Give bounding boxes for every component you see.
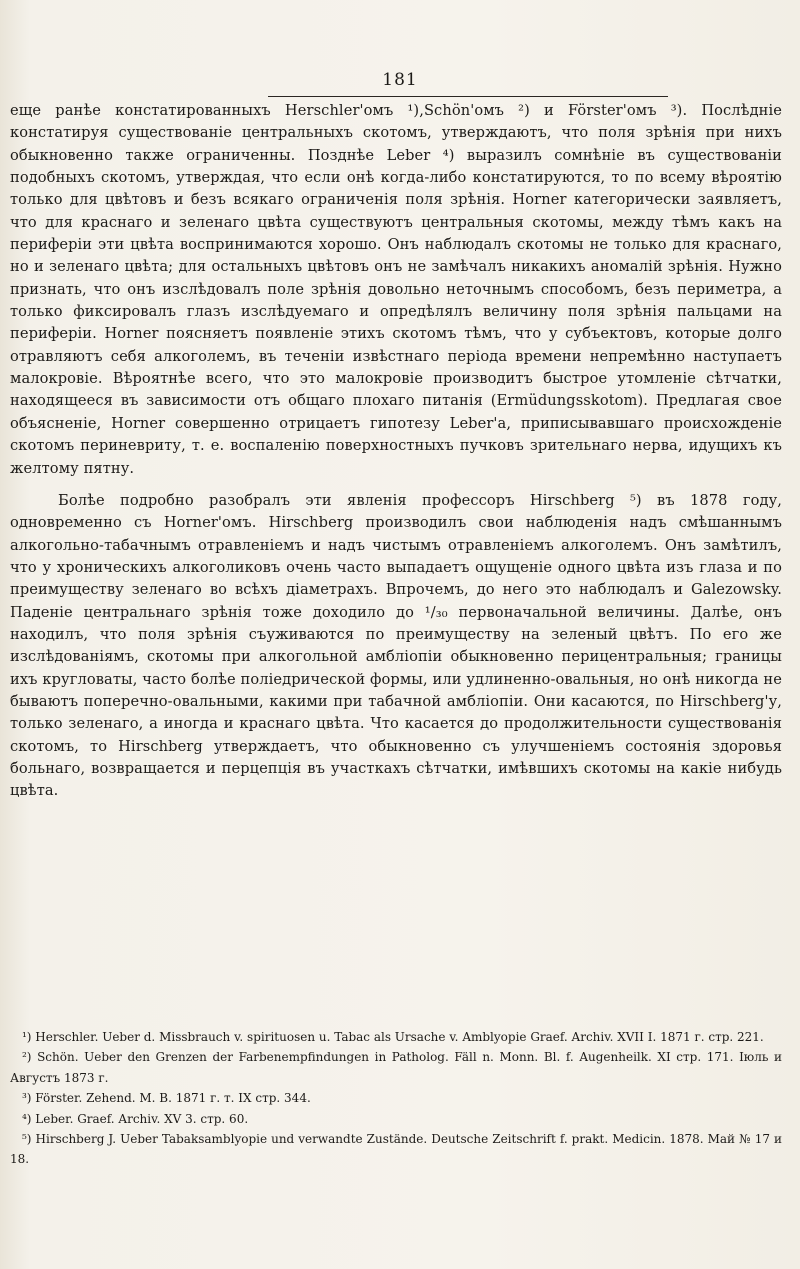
header-rule: [268, 96, 668, 97]
paragraph-1: еще ранѣе констатированныхъ Herschler'омъ ¹),Schön'омъ ²) и Förster'омъ ³). Послѣдніе констатируя существованіе центральныхъ скотомъ, утверждаютъ, что поля зрѣнія при нихъ обыкновенно также ограниченны. Позднѣе Leber ⁴) выразилъ сомнѣніе въ существованіи подобныхъ скотомъ, утверждая, что если онѣ когда-либо констатируются, то по всему вѣроятію только для цвѣтовъ и безъ всякаго ограниченія поля зрѣнія. Horner категорически заявляетъ, что для краснаго и зеленаго цвѣта существуютъ центральныя скотомы, между тѣмъ какъ на периферіи эти цвѣта воспринимаются хорошо. Онъ наблюдалъ скотомы не только для краснаго, но и зеленаго цвѣта; для остальныхъ цвѣтовъ онъ не замѣчалъ никакихъ аномалій зрѣнія. Нужно признать, что онъ изслѣдовалъ поле зрѣнія довольно неточнымъ способомъ, безъ периметра, а только фиксировалъ глазъ изслѣдуемаго и опредѣлялъ величину поля зрѣнія пальцами на периферіи. Horner поясняетъ появленіе этихъ скотомъ тѣмъ, что у субъектовъ, которые долго отравляютъ себя алкоголемъ, въ теченіи извѣстнаго періода времени непремѣнно наступаетъ малокровіе. Вѣроятнѣе всего, что это малокровіе производитъ быстрое утомленіе сѣтчатки, находящееся въ зависимости отъ общаго плохаго питанія (Ermüdungsskotom). Предлагая свое объясненіе, Horner совершенно отрицаетъ гипотезу Leber'а, приписывавшаго происхожденіе скотомъ периневриту, т. е. воспаленію поверхностныхъ пучковъ зрительнаго нерва, идущихъ къ желтому пятну.: [10, 102, 782, 477]
paragraph-2: Болѣе подробно разобралъ эти явленія профессоръ Hirschberg ⁵) въ 1878 году, одновременно съ Horner'омъ. Hirschberg производилъ свои наблюденія надъ смѣшаннымъ алкогольно-табачнымъ отравленіемъ и надъ чистымъ отравленіемъ алкоголемъ. Онъ замѣтилъ, что у хроническихъ алкоголиковъ очень часто выпадаетъ ощущеніе одного цвѣта изъ глаза и по преимуществу зеленаго во всѣхъ діаметрахъ. Впрочемъ, до него это наблюдалъ и Galezowsky. Паденіе центральнаго зрѣнія тоже доходило до ¹/₃₀ первоначальной величины. Далѣе, онъ находилъ, что поля зрѣнія съуживаются по преимуществу на зеленый цвѣтъ. По его же изслѣдованіямъ, скотомы при алкогольной амбліопіи обыкновенно перицентральныя; границы ихъ кругловаты, часто болѣе поліедрической формы, или удлиненно-овальныя, но онѣ никогда не бываютъ поперечно-овальными, какими при табачной амбліопіи. Они касаются, по Hirschberg'у, только зеленаго, а иногда и краснаго цвѣта. Что касается до продолжительности существованія скотомъ, то Hirschberg утверждаетъ, что обыкновенно съ улучшеніемъ состоянія здоровья больнаго, возвращается и перцепція въ участкахъ сѣтчатки, имѣвшихъ скотомы на какіе нибудь цвѣта.: [10, 491, 782, 800]
footnote-5: ⁵) Hirschberg J. Ueber Tabaksamblyopie und verwandte Zustände. Deutsche Zeitschrift f. prakt. Medicin. 1878. Май № 17 и 18.: [10, 1132, 782, 1167]
footnote-1: ¹) Herschler. Ueber d. Missbrauch v. spirituosen u. Tabac als Ursache v. Amblyopie Graef. Archiv. XVII I. 1871 г. стр. 221.: [22, 1030, 764, 1044]
footnotes: [10, 1027, 782, 1170]
footnote-3: ³) Förster. Zehend. M. B. 1871 г. т. IX стр. 344.: [22, 1091, 311, 1106]
body-text: [10, 100, 782, 803]
page-number: 181: [382, 70, 418, 90]
footnote-2: ²) Schön. Ueber den Grenzen der Farbenempfindungen in Patholog. Fäll n. Monn. Bl. f. Augenheilk. XI стр. 171. Іюль и Августъ 1873 г.: [10, 1050, 782, 1085]
footnote-4: ⁴) Leber. Graef. Archiv. XV 3. стр. 60.: [22, 1111, 249, 1126]
